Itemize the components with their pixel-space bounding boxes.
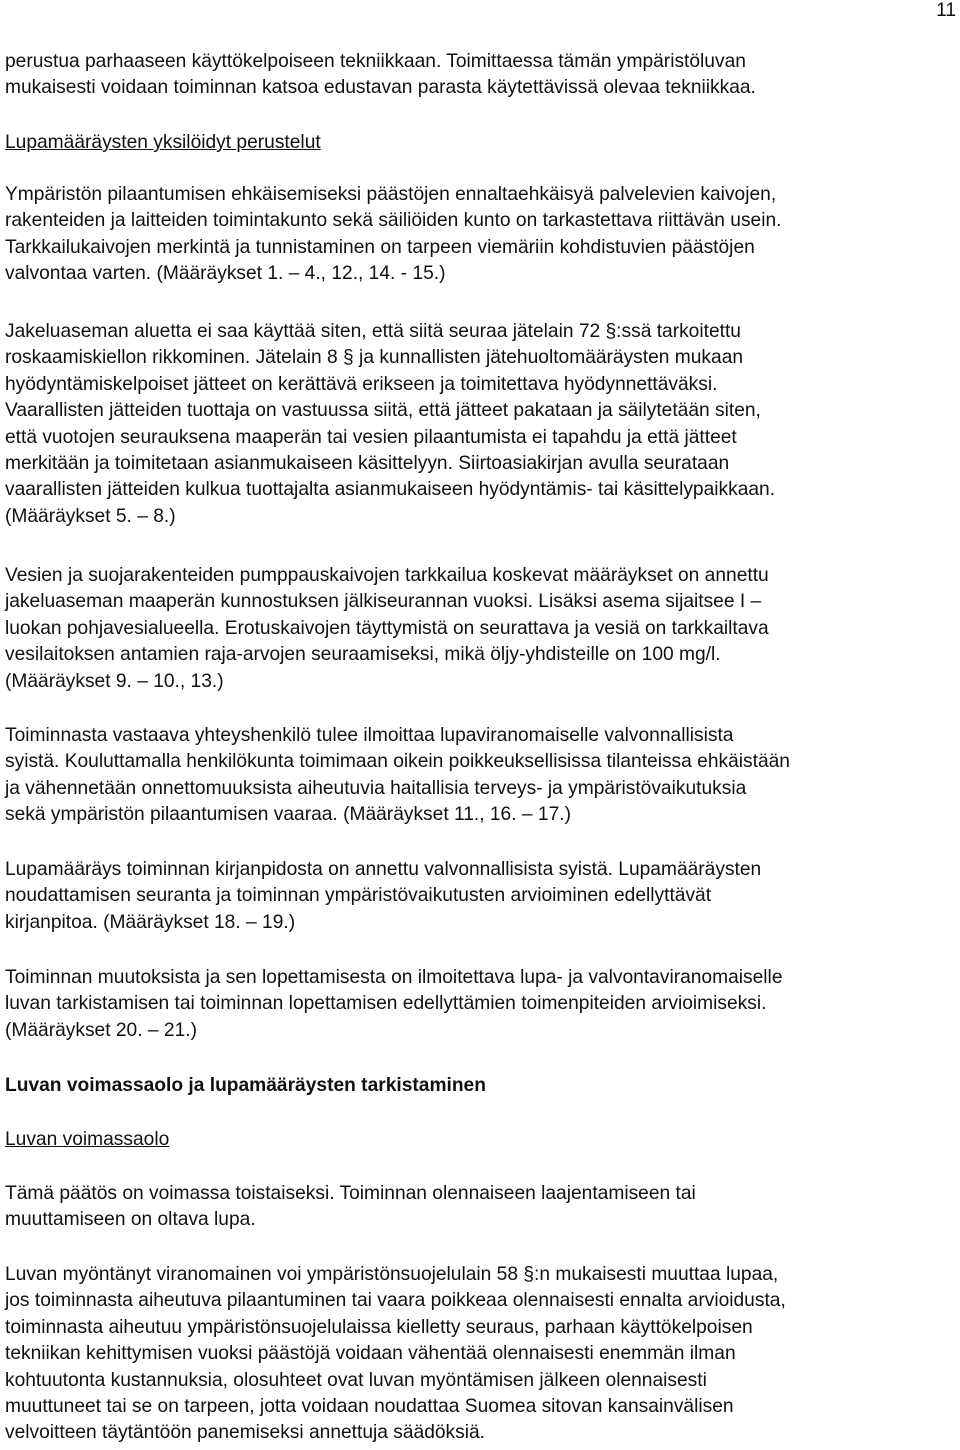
subheading-lupamaaraysten-perustelut: Lupamääräysten yksilöidyt perustelut xyxy=(5,132,321,153)
paragraph-kirjanpito: Lupamääräys toiminnan kirjanpidosta on annettu valvonnallisista syistä. Lupamääräysten noudattamisen seuranta ja toiminnan ympäristövaikutusten arvioiminen edellyttävät kirjanpitoa. (Määräykset 18. – 19.) xyxy=(5,859,762,933)
paragraph-kaivot-rakenteet: Ympäristön pilaantumisen ehkäisemiseksi päästöjen ennaltaehkäisyä palvelevien kaivojen, rakenteiden ja laitteiden toimintakunto sekä säiliöiden kunto on tarkastettava riittävän usein. Tarkkailukaivojen merkintä ja tunnistaminen on tarpeen viemäriin kohdistuvien päästöjen valvontaa varten. (Määräykset 1. – 4., 12., 14. - 15.) xyxy=(5,184,782,285)
section-heading-voimassaolo-tarkistaminen: Luvan voimassaolo ja lupamääräysten tarkistaminen xyxy=(5,1075,486,1096)
paragraph-luvan-muuttaminen: Luvan myöntänyt viranomainen voi ympäristönsuojelulain 58 §:n mukaisesti muuttaa lupaa, jos toiminnasta aiheutuva pilaantuminen tai vaara poikkeaa olennaisesti ennalta arvioidusta, toiminnasta aiheutuu ympäristönsuojelulaissa kielletty seuraus, parhaan käyttökelpoisen tekniikan kehittymisen vuoksi päästöjä voidaan vähentää olennaisesti enemmän ilman kohtuutonta kustannuksia, olosuhteet ovat luvan myöntämisen jälkeen olennaisesti muuttuneet tai se on tarpeen, jotta voidaan noudattaa Suomea sitovan kansainvälisen velvoitteen täytäntöön panemiseksi annettuja säädöksiä. xyxy=(5,1264,786,1444)
page-number: 11 xyxy=(936,0,956,21)
paragraph-pumppauskaivot: Vesien ja suojarakenteiden pumppauskaivojen tarkkailua koskevat määräykset on annettu jakeluaseman maaperän kunnostuksen jälkiseurannan vuoksi. Lisäksi asema sijaitsee I – luokan pohjavesialueella. Erotuskaivojen täyttymistä on seurattava ja vesiä on tarkkailtava vesilaitoksen antamien raja-arvojen seuraamiseksi, mikä öljy-yhdisteille on 100 mg/l. (Määräykset 9. – 10., 13.) xyxy=(5,565,769,692)
paragraph-muutokset: Toiminnan muutoksista ja sen lopettamisesta on ilmoitettava lupa- ja valvontaviranomaiselle luvan tarkistamisen tai toiminnan lopettamisen edellyttämien toimenpiteiden arvioimiseksi. (Määräykset 20. – 21.) xyxy=(5,967,783,1041)
paragraph-intro: perustua parhaaseen käyttökelpoiseen tekniikkaan. Toimittaessa tämän ympäristöluvan mukaisesti voidaan toiminnan katsoa edustavan parasta käytettävissä olevaa tekniikkaa. xyxy=(5,51,756,99)
subheading-luvan-voimassaolo: Luvan voimassaolo xyxy=(5,1129,170,1150)
paragraph-jakeluasema-jatteet: Jakeluaseman aluetta ei saa käyttää siten, että siitä seuraa jätelain 72 §:ssä tarkoitettu roskaamiskiellon rikkominen. Jätelain 8 § ja kunnallisten jätehuoltomääräysten mukaan hyödyntämiskelpoiset jätteet on kerättävä erikseen ja toimitettava hyödynnettäväksi. Vaarallisten jätteiden tuottaja on vastuussa siitä, että jätteet pakataan ja säilytetään siten, että vuotojen seurauksena maaperän tai vesien pilaantumista ei tapahdu ja että jätteet merkitään ja toimitetaan asianmukaiseen käsittelyyn. Siirtoasiakirjan avulla seurataan vaarallisten jätteiden kulkua tuottajalta asianmukaiseen hyödyntämis- tai käsittelypaikkaan. (Määräykset 5. – 8.) xyxy=(5,321,776,527)
paragraph-voimassa-toistaiseksi: Tämä päätös on voimassa toistaiseksi. Toiminnan olennaiseen laajentamiseen tai muuttamiseen on oltava lupa. xyxy=(5,1183,696,1231)
paragraph-yhteyshenkilo: Toiminnasta vastaava yhteyshenkilö tulee ilmoittaa lupaviranomaiselle valvonnallisista syistä. Kouluttamalla henkilökunta toimimaan oikein poikkeuksellisissa tilanteissa ehkäistään ja vähennetään onnettomuuksista aiheutuvia haitallisia terveys- ja ympäristövaikutuksia sekä ympäristön pilaantumisen vaaraa. (Määräykset 11., 16. – 17.) xyxy=(5,725,790,826)
